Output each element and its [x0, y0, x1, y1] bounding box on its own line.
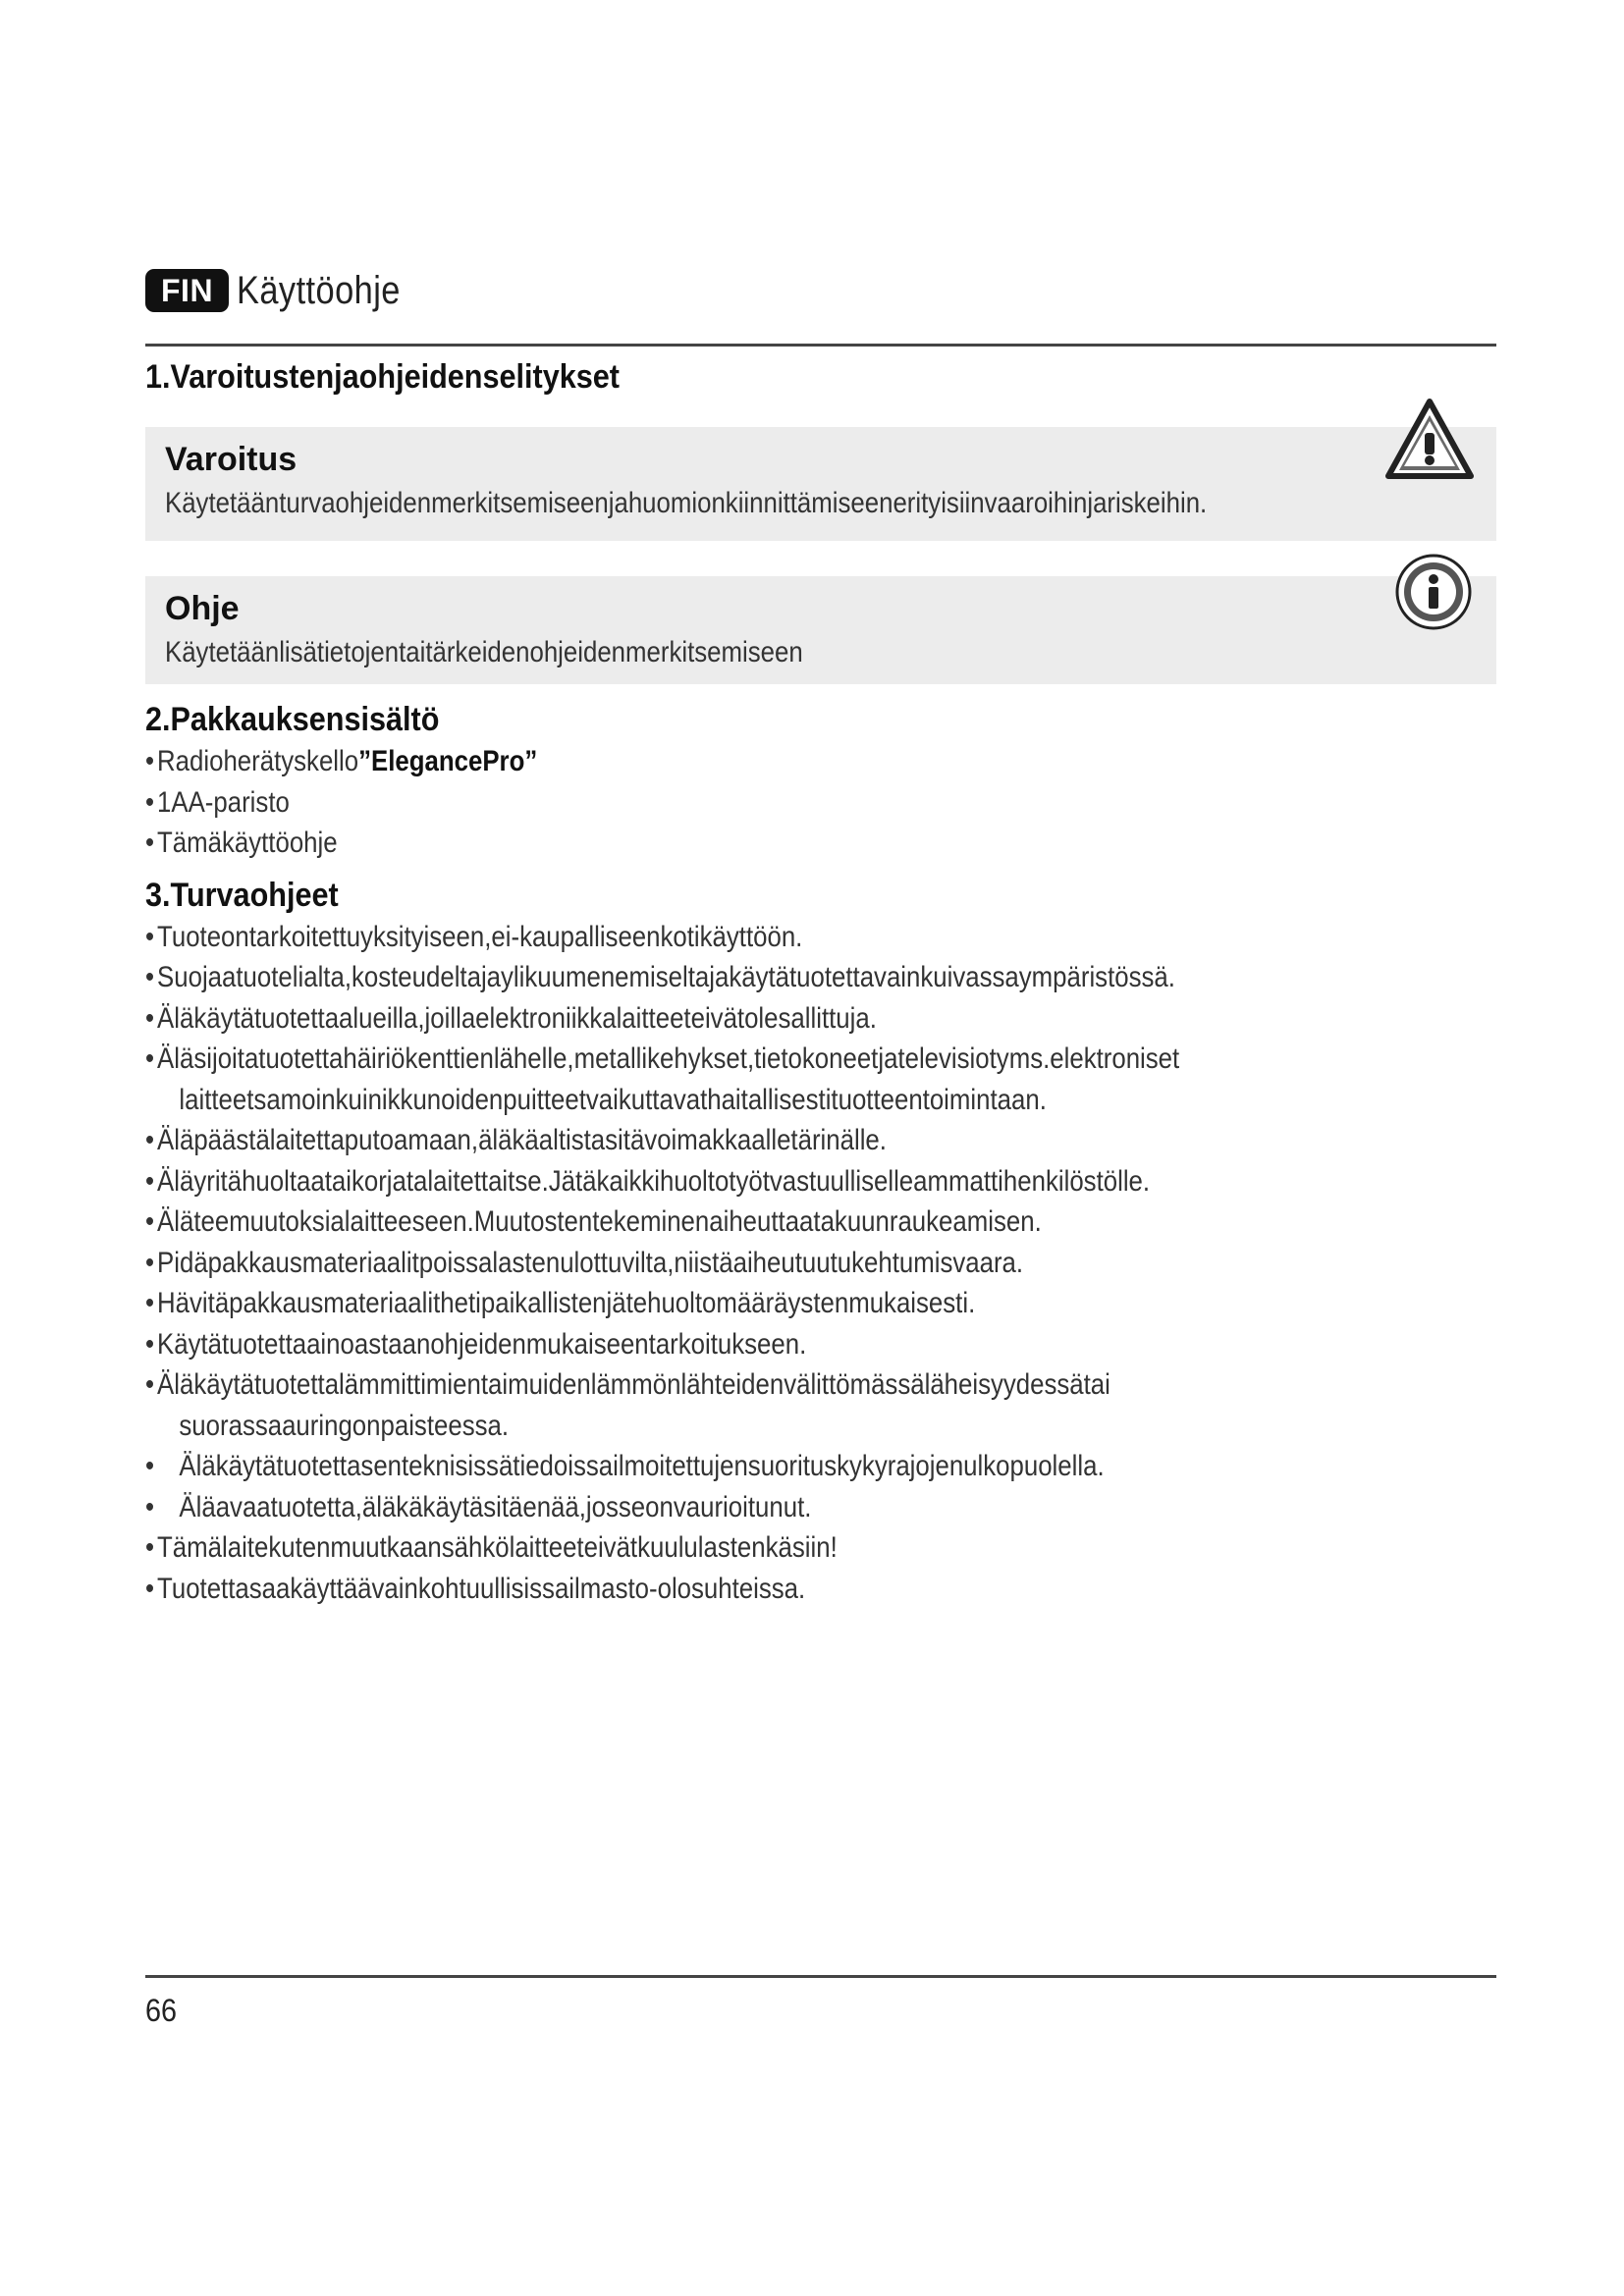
list-item: •Äläpäästälaitettaputoamaan,äläkäaltistasitävoimakkaalletärinälle.: [145, 1124, 887, 1156]
manual-page: [145, 265, 1496, 1609]
list-item: •Äläsijoitatuotettahäiriökenttienlähelle,metallikehykset,tietokoneetjatelevisiotyms.elektroniset: [145, 1042, 1180, 1075]
header-divider: [145, 344, 1496, 347]
warning-box: [145, 427, 1496, 541]
info-text: Käytetäänlisätietojentaitärkeidenohjeidenmerkitsemiseen: [165, 636, 803, 668]
list-item: •Äläyritähuoltaataikorjatalaitettaitse.Jätäkaikkihuoltotyötvastuulliselleammattihenkilöstölle.: [145, 1164, 1151, 1198]
warning-text: Käytetäänturvaohjeidenmerkitsemiseenjahuomionkiinnittämiseenerityisiinvaaroihinjariskeihin.: [165, 487, 1208, 519]
list-item: •Käytätuotettaainoastaanohjeidenmukaiseentarkoitukseen.: [145, 1327, 807, 1361]
warning-triangle-icon: [1384, 398, 1475, 480]
safety-instructions-list: [145, 917, 1496, 1610]
list-item-continuation: suorassaauringonpaisteessa.: [179, 1409, 510, 1442]
package-contents-list: [145, 741, 1496, 864]
section-2-title: 2.Pakkauksensisältö: [145, 701, 440, 738]
list-item: •Hävitäpakkausmateriaalithetipaikallistenjätehuoltomääräystenmukaisesti.: [145, 1287, 976, 1319]
list-item: •Tämäkäyttöohje: [145, 827, 338, 859]
list-item: •Äläkäytätuotettalämmittimientaimuidenlämmönlähteidenvälittömässäläheisyydessätai: [145, 1368, 1110, 1401]
info-circle-icon: [1394, 553, 1473, 631]
list-item: • Äläavaatuotetta,äläkäkäytäsitäenää,josseonvaurioitunut.: [145, 1490, 812, 1523]
list-item: •Pidäpakkausmateriaalitpoissalastenulottuvilta,niistäaiheutuutukehtumisvaara.: [145, 1246, 1024, 1279]
section-1-title: 1.Varoitustenjaohjeidenselitykset: [145, 358, 620, 396]
list-item: • Äläkäytätuotettasenteknisissätiedoissailmoitettujensuorituskykyrajojenulkopuolella.: [145, 1450, 1105, 1482]
list-item-continuation: laitteetsamoinkuinikkunoidenpuitteetvaikuttavathaitallisestituotteentoimintaan.: [179, 1083, 1047, 1116]
list-item: •Äläteemuutoksialaitteeseen.Muutostentekeminenaiheuttaatakuunraukeamisen.: [145, 1205, 1042, 1238]
list-item: •Radioherätyskello”ElegancePro”: [145, 745, 538, 777]
list-item: •Tuotettasaakäyttäävainkohtuullisissailmasto-olosuhteissa.: [145, 1572, 806, 1605]
list-item: •Tämälaitekutenmuutkaansähkölaitteeteivätkuululastenkäsiin!: [145, 1531, 838, 1564]
list-item: •1AA-paristo: [145, 785, 290, 819]
section-3-title: 3.Turvaohjeet: [145, 876, 339, 914]
document-header: [145, 265, 1496, 316]
info-heading: Ohje: [165, 590, 240, 627]
list-item: •Tuoteontarkoitettuyksityiseen,ei-kaupalliseenkotikäyttöön.: [145, 920, 803, 953]
language-badge: FIN: [145, 269, 229, 312]
document-title: Käyttöohje: [237, 268, 401, 312]
info-box: [145, 576, 1496, 684]
list-item: •Äläkäytätuotettaalueilla,joillaelektroniikkalaitteeteivätolesallittuja.: [145, 1001, 877, 1035]
page-number: 66: [145, 1993, 178, 2028]
footer-divider: [145, 1975, 1496, 1978]
warning-heading: Varoitus: [165, 441, 298, 478]
list-item: •Suojaatuotelialta,kosteudeltajaylikuumenemiseltajakäytätuotettavainkuivassaympäristössä.: [145, 961, 1175, 993]
